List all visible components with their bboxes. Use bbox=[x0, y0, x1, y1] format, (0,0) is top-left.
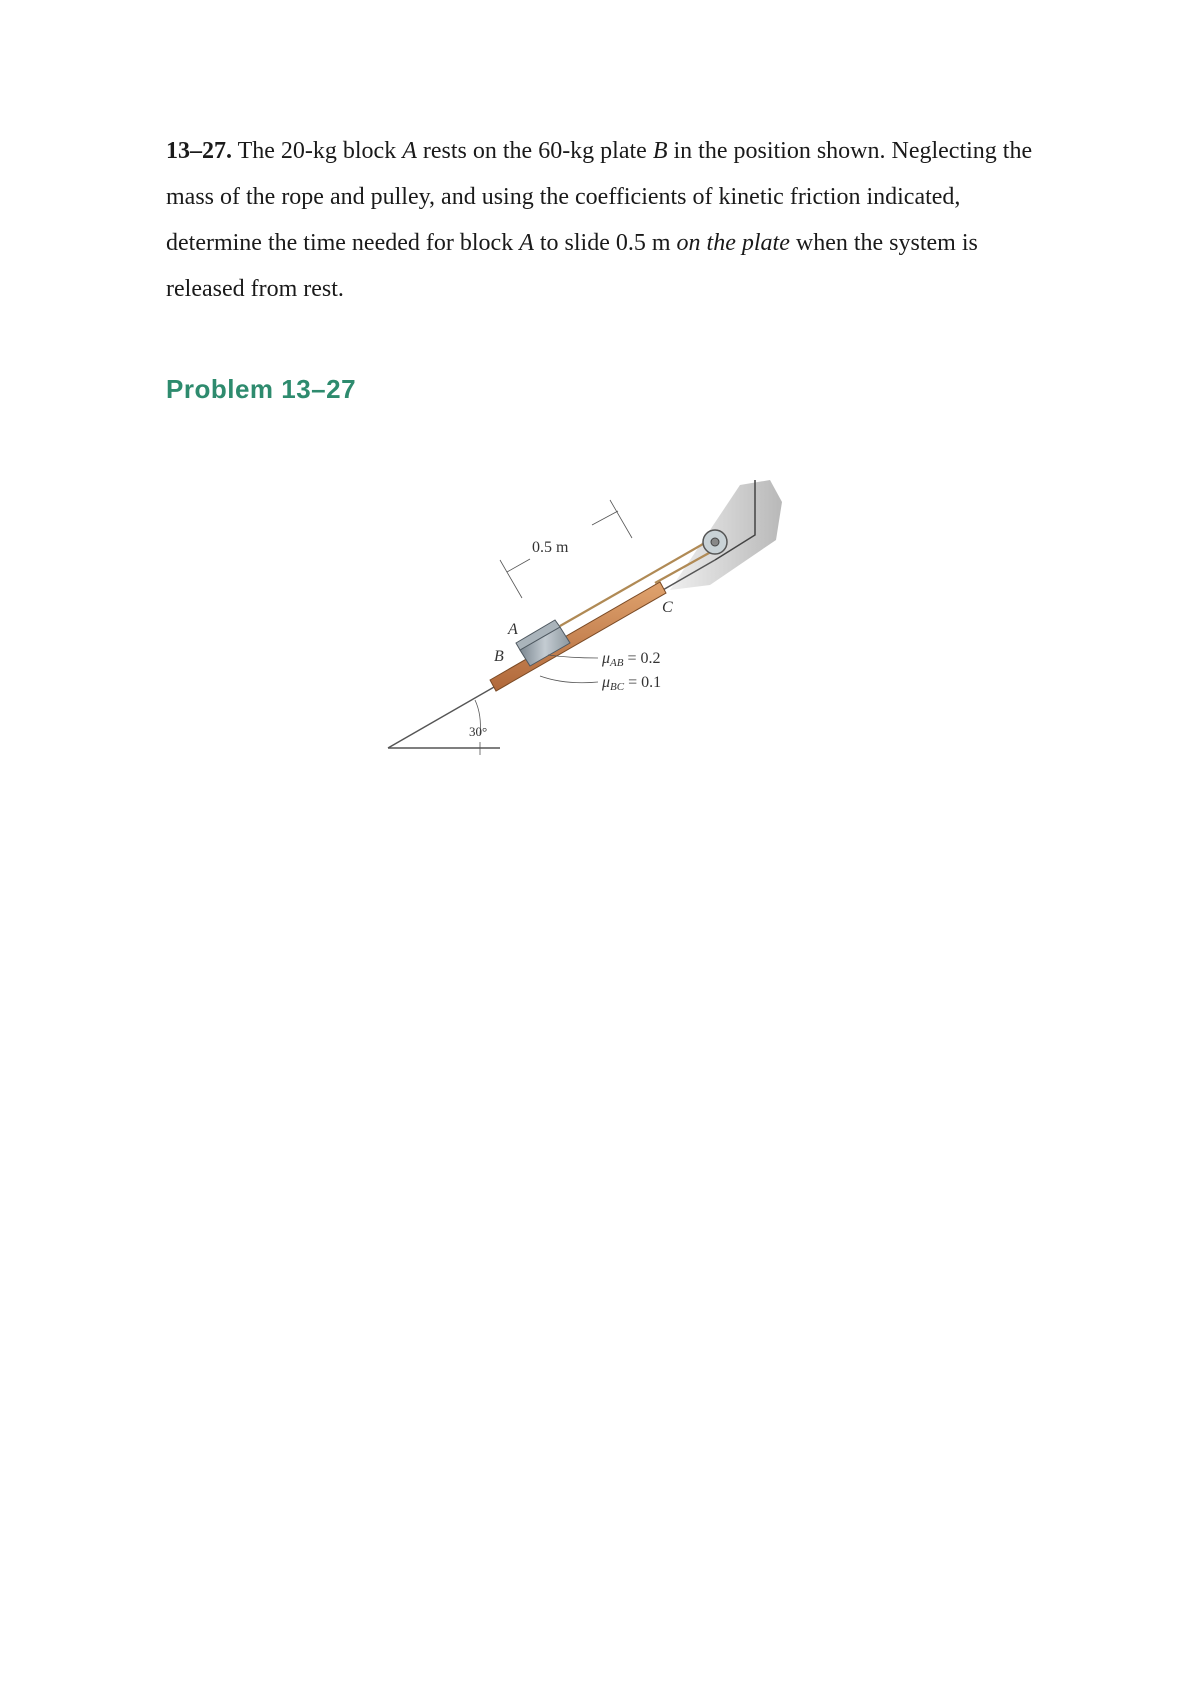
pulley-hub bbox=[711, 538, 719, 546]
text-part-2: rests on the 60-kg plate bbox=[416, 138, 653, 164]
text-part-1: The 20-kg block bbox=[232, 138, 403, 164]
angle-label: 30° bbox=[469, 724, 488, 739]
incline-figure bbox=[370, 480, 810, 780]
problem-statement bbox=[166, 128, 1046, 312]
dim-line-right bbox=[592, 511, 618, 525]
leader-bc bbox=[540, 676, 598, 683]
label-c: C bbox=[662, 599, 673, 616]
wall-shading bbox=[670, 480, 782, 590]
mu-ab-label: μAB = 0.2 bbox=[602, 650, 661, 669]
block-a-ref: A bbox=[402, 138, 417, 164]
text-part-4: to slide 0.5 m bbox=[533, 230, 677, 256]
problem-number: 13–27. bbox=[166, 138, 232, 164]
problem-heading: Problem 13–27 bbox=[166, 374, 357, 404]
emphasis-on-plate: on the plate bbox=[676, 230, 790, 256]
dim-ext-right bbox=[610, 500, 632, 538]
label-a: A bbox=[508, 621, 518, 638]
dim-line-left bbox=[507, 559, 530, 572]
block-a-ref-2: A bbox=[519, 230, 534, 256]
mu-bc-label: μBC = 0.1 bbox=[602, 674, 662, 693]
text-part-3: in the position shown. Neglecting the mass of the rope and pulley, and using the coefficients of kinetic friction indicated, determine the time needed for block bbox=[166, 138, 1033, 256]
distance-label: 0.5 m bbox=[532, 539, 569, 556]
plate-b-ref: B bbox=[652, 138, 668, 164]
label-b: B bbox=[494, 648, 504, 665]
text-part-5: when the system is released from rest. bbox=[166, 230, 978, 302]
